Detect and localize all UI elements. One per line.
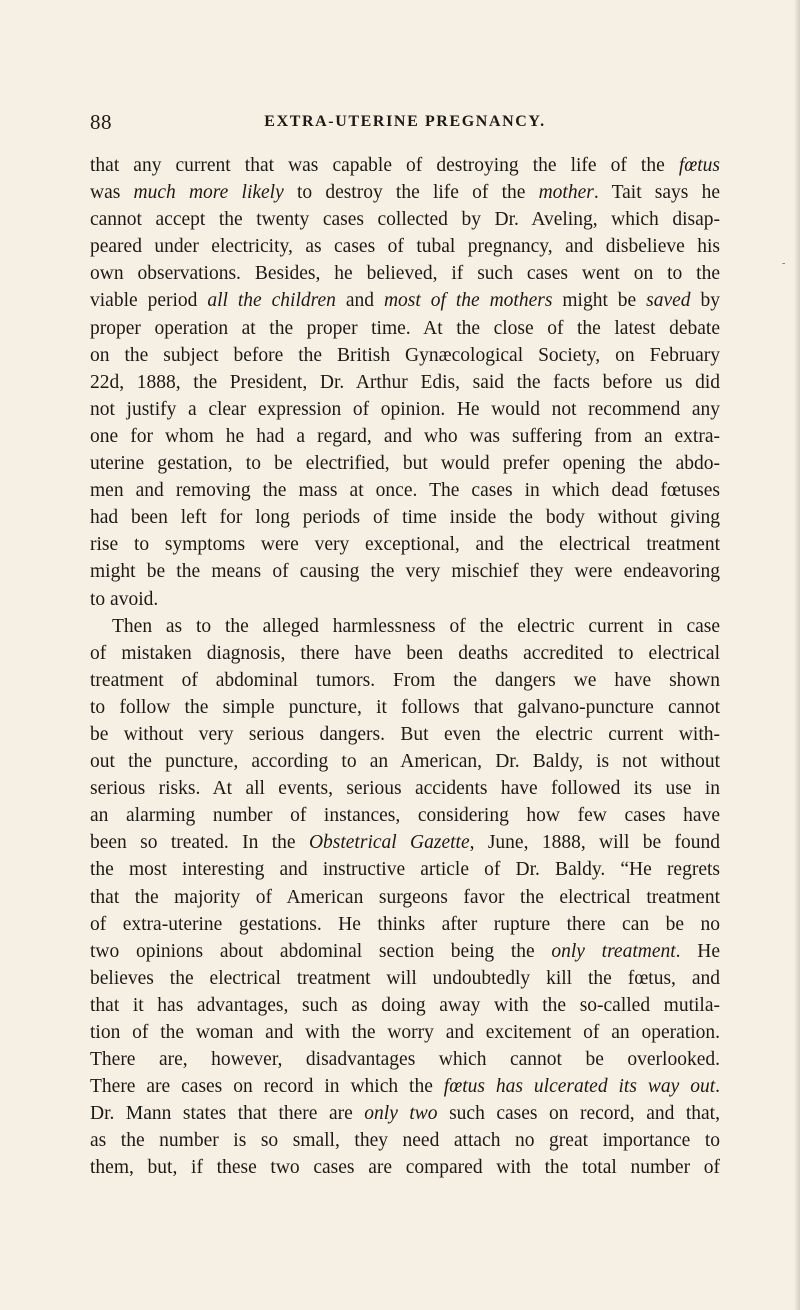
italic-run: saved	[646, 290, 691, 312]
italic-run: much more likely	[133, 182, 284, 204]
text-line	[90, 1019, 720, 1046]
text-run: the most interesting and instructive article of Dr. Baldy. “He regrets	[90, 859, 720, 881]
text-run: , June, 1888, will be found	[469, 832, 720, 854]
text-line	[90, 992, 720, 1019]
text-line	[90, 775, 720, 802]
text-run: proper operation at the proper time. At the close of the latest debate	[90, 317, 720, 339]
text-run: out the puncture, according to an American, Dr. Baldy, is not without	[90, 751, 720, 773]
text-line	[90, 423, 720, 450]
body-text	[90, 152, 720, 1182]
text-run: of extra-uterine gestations. He thinks after rupture there can be no	[90, 913, 720, 935]
italic-run: fœtus	[678, 155, 720, 176]
text-run: been so treated. In the	[90, 832, 309, 854]
text-line	[90, 1100, 720, 1127]
text-line	[90, 260, 720, 287]
text-line	[90, 477, 720, 504]
text-run: to avoid.	[90, 588, 159, 610]
text-line	[90, 965, 720, 992]
text-line	[90, 694, 720, 721]
text-line	[90, 558, 720, 585]
text-run: two opinions about abdominal section being the	[90, 940, 552, 962]
text-line	[90, 586, 720, 613]
text-run: not justify a clear expression of opinion. He would not recommend any	[90, 398, 720, 420]
text-run: . He	[675, 940, 720, 962]
text-line	[90, 531, 720, 558]
text-run: .	[715, 1076, 720, 1098]
text-line	[90, 856, 720, 883]
text-run: There are cases on record in which the	[90, 1076, 444, 1098]
text-line	[90, 342, 720, 369]
text-line	[90, 667, 720, 694]
text-run: that the majority of American surgeons favor the electrical treatment	[90, 886, 720, 908]
text-line	[90, 315, 720, 342]
text-line	[90, 1073, 720, 1100]
text-line	[90, 938, 720, 965]
italic-run: all the children	[207, 290, 336, 312]
text-line	[90, 233, 720, 260]
text-run: believes the electrical treatment will undoubtedly kill the fœtus, and	[90, 967, 720, 989]
text-run: cannot accept the twenty cases collected by Dr. Aveling, which disap-	[90, 209, 720, 231]
text-run: on the subject before the British Gynæcological Society, on February	[90, 344, 720, 366]
italic-run: fœtus has ulcerated its way out	[443, 1076, 716, 1098]
text-line	[90, 1154, 720, 1181]
text-run: one for whom he had a regard, and who was suffering from an extra-	[90, 425, 720, 447]
text-run: to destroy the life of the	[283, 182, 539, 204]
text-run: . Tait says he	[593, 182, 720, 204]
italic-run: Obstetrical Gazette	[308, 832, 470, 854]
text-run: was	[90, 182, 134, 204]
text-line	[90, 504, 720, 531]
text-run: the	[640, 155, 679, 176]
text-run: such cases on record, and that,	[437, 1103, 720, 1125]
text-run: 22d, 1888, the President, Dr. Arthur Edis, said the facts before us did	[90, 371, 720, 393]
page-number: 88	[90, 110, 112, 134]
text-run: to follow the simple puncture, it follows that galvano-puncture cannot	[90, 696, 720, 718]
text-line	[90, 829, 720, 856]
text-run: There are, however, disadvantages which cannot be overlooked.	[90, 1049, 720, 1071]
text-line	[90, 396, 720, 423]
text-run: by	[690, 290, 720, 312]
text-line	[90, 721, 720, 748]
running-title: EXTRA-UTERINE PREGNANCY.	[264, 113, 546, 130]
text-run: peared under electricity, as cases of tubal pregnancy, and disbelieve his	[90, 236, 720, 258]
margin-mark: -	[782, 258, 786, 269]
text-run: rise to symptoms were very exceptional, and the electrical treatment	[90, 534, 720, 556]
italic-run: only two	[364, 1103, 438, 1125]
page-edge-shadow	[794, 0, 800, 1310]
text-run: had been left for long periods of time inside the body without giving	[90, 507, 720, 529]
text-run: an alarming number of instances, considering how few cases have	[90, 805, 720, 827]
text-line	[90, 1046, 720, 1073]
text-run: treatment of abdominal tumors. From the dangers we have shown	[90, 669, 720, 691]
text-line	[90, 450, 720, 477]
text-run: might be	[552, 290, 647, 312]
text-run: tion of the woman and with the worry and excitement of an operation.	[90, 1022, 720, 1043]
text-run: be without very serious dangers. But even the electric current with-	[90, 723, 720, 745]
text-line	[90, 1127, 720, 1154]
text-line	[90, 802, 720, 829]
text-run: that any current that was capable of destroying the life of	[90, 155, 641, 176]
text-run: own observations. Besides, he believed, if such cases went on to the	[90, 263, 720, 285]
text-run: might be the means of causing the very mischief they were endeavoring	[90, 561, 720, 583]
italic-run: most of the mothers	[383, 290, 553, 312]
text-line	[90, 640, 720, 667]
text-line	[90, 179, 720, 206]
italic-run: mother	[538, 182, 594, 204]
text-run: and	[335, 290, 384, 312]
text-run: men and removing the mass at once. The cases in which dead fœtuses	[90, 480, 720, 502]
text-line	[90, 884, 720, 911]
text-line	[90, 911, 720, 938]
italic-run: only treatment	[551, 940, 676, 962]
text-run: uterine gestation, to be electrified, but would prefer opening the abdo-	[90, 453, 720, 475]
text-run: as the number is so small, they need attach no great importance to	[90, 1130, 720, 1152]
text-run: that it has advantages, such as doing away with the so-called mutila-	[90, 994, 720, 1016]
text-line	[90, 369, 720, 396]
text-run: Then as to the alleged harmlessness of the electric current in case	[112, 615, 720, 637]
text-run: Dr. Mann states that there are	[90, 1103, 365, 1125]
text-run: serious risks. At all events, serious accidents have followed its use in	[90, 778, 720, 800]
text-line	[90, 206, 720, 233]
text-line	[90, 287, 720, 314]
text-line	[90, 748, 720, 775]
text-line	[90, 152, 720, 179]
text-run: of mistaken diagnosis, there have been deaths accredited to electrical	[90, 642, 720, 664]
text-run: them, but, if these two cases are compared with the total number of	[90, 1157, 720, 1179]
text-run: viable period	[90, 290, 208, 312]
running-header	[90, 110, 720, 136]
text-line	[90, 613, 720, 640]
